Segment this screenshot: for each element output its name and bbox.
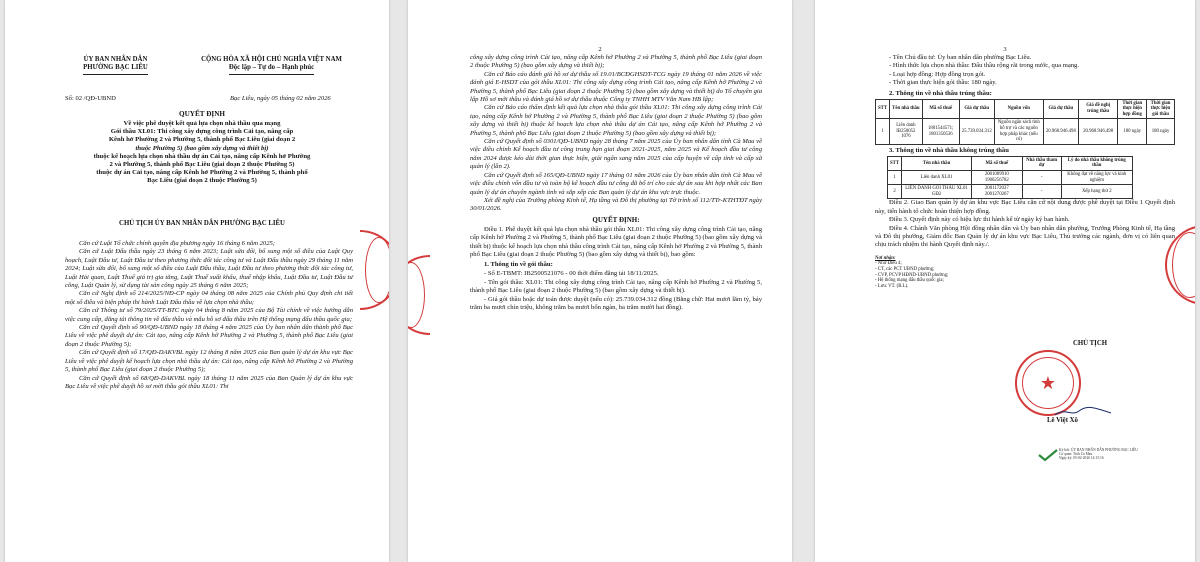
motto-line-2: Độc lập – Tự do – Hạnh phúc (229, 64, 314, 74)
table-cell: 20.968.946.498 (1078, 119, 1118, 144)
column-header: Giá dự thầu (1043, 99, 1078, 119)
column-header: Nguồn vốn (994, 99, 1043, 119)
table-row (876, 119, 1175, 144)
esign-line: Ký bởi: ỦY BAN NHÂN DÂN PHƯỜNG BẠC LIÊU (1059, 448, 1138, 452)
column-header: Giá đề nghị trúng thầu (1078, 99, 1118, 119)
losing-bidders-table (887, 156, 1133, 200)
subtitle-line: thuộc Phường 5) (bao gồm xây dựng và thiết bị) (135, 144, 269, 152)
subtitle-line: thuộc kế hoạch lựa chọn nhà thầu dự án Cải tạo, nâng cấp Kênh hở Phường (93, 152, 311, 160)
esign-line: Ngày ký: 05-02-2026 14:15:16 (1059, 456, 1104, 461)
table-cell: Xếp hạng thứ 2 (1061, 185, 1132, 199)
table-cell: 2001089910 1900256782 (971, 170, 1022, 184)
page-number: 2 (598, 46, 602, 53)
issuer-line-1: ỦY BAN NHÂN DÂN (83, 56, 148, 63)
signature-block (1015, 340, 1165, 347)
column-header: Tên nhà thầu (890, 99, 923, 119)
column-header: Thời gian thực hiện gói thầu (1147, 99, 1175, 119)
recipient-item: - CVP, PCVP HĐND-UBND phường; (875, 272, 949, 278)
basis-paragraph: Căn cứ Báo cáo đánh giá hồ sơ dự thầu số 19.01/BCĐGHSDT-TCG ngày 19 tháng 01 năm 2026 về việc đánh giá E-HSDT của gói thầu XL01: Thi công xây dựng công trình Cải tạo, nâng cấp Kênh hở Phường 2 và Phường 5, thành phố Bạc Liêu (giai đoạn 2 thuộc Phường 5) (bao gồm xây dựng và thiết bị) do Tổ chuyên gia lập Hồ sơ mời thầu và đánh giá hồ sơ dự thầu thuộc Công ty TNHH MTV Văn Nam HB lập; (470, 70, 762, 104)
subtitle-line: Về việc phê duyệt kết quả lựa chọn nhà thầu qua mạng (123, 120, 281, 127)
issuer-line-2: PHƯỜNG BẠC LIÊU (83, 64, 148, 74)
document-subtitle (45, 120, 359, 186)
document-page-3 (815, 0, 1195, 562)
article-1: Điều 1. Phê duyệt kết quả lựa chọn nhà thầu gói thầu XL01: Thi công xây dựng công trình Cải tạo, nâng cấp Kênh hở Phường 2 và Phường 5, thành phố Bạc Liêu (giai đoạn 2 thuộc Phường 5) (bao gồm xây dựng và thiết bị) thuộc kế hoạch lựa chọn nhà thầu công trình Cải tạo, nâng cấp Kênh hở Phường 2 và Phường 5, thành phố Bạc Liêu (giai đoạn 2 thuộc Phường 5) (bao gồm xây dựng và thiết bị), bao gồm: (470, 225, 762, 258)
basis-paragraph: Căn cứ Báo cáo thẩm định kết quả lựa chọn nhà thầu gói thầu XL01: Thi công xây dựng công trình Cải tạo, nâng cấp Kênh hở Phường 2 và Phường 5, thành phố Bạc Liêu (giai đoạn 2 thuộc Phường 5) (bao gồm xây dựng và thiết bị) thuộc kế hoạch lựa chọn nhà thầu dự án Cải tạo, nâng cấp Kênh hở Phường 2 và Phường 5, thành phố Bạc Liêu (giai đoạn 2 thuộc Phường 5) (bao gồm xây dựng và thiết bị); (470, 104, 762, 137)
basis-paragraph: Căn cứ Nghị định số 214/2025/NĐ-CP ngày 04 tháng 08 năm 2025 của Chính phủ Quy định chi tiết một số điều và biện pháp thi hành Luật Đấu thầu về lựa chọn nhà thầu; (65, 290, 353, 306)
esign-line: Cơ quan: Tỉnh Cà Mau (1059, 452, 1093, 457)
motto-line-1: CỘNG HÒA XÃ HỘI CHỦ NGHĨA VIỆT NAM (201, 56, 342, 63)
page-2-body (470, 54, 762, 312)
package-info-line: - Số E-TBMT: IB2500521076 - 00 thời điểm đăng tải 18/11/2025. (484, 270, 659, 278)
table-cell: 25.739.034.312 (959, 119, 994, 144)
section-package-info: 1. Thông tin về gói thầu: (484, 261, 553, 269)
table-cell: - (1022, 185, 1061, 199)
recipient-item: - Hệ thống mạng đấu thầu quốc gia; (875, 278, 944, 284)
column-header: Tên nhà thầu (902, 156, 972, 170)
document-number: Số: 02 /QĐ-UBND (65, 95, 116, 102)
basis-paragraph: Căn cứ Quyết định số 17/QĐ-DAKVBL ngày 12 tháng 8 năm 2025 của Ban quản lý dự án khu vực Bạc Liêu về việc phê duyệt kế hoạch lựa chọn nhà thầu dự án: Cải tạo, nâng cấp Kênh hở Phường 2 và Phường 5, thành phố Bạc Liêu (giai đoạn 2 thuộc Phường 5); (65, 349, 353, 374)
winning-bidder-table (875, 99, 1175, 145)
package-info-line: - Giá gói thầu hoặc dự toán được duyệt (nếu có): 25.739.034.312 đồng (Bằng chữ: Hai mươi lăm tỷ, bảy trăm ba mươi chín triệu, không trăm ba mươi bốn ngàn, ba trăm mười hai đồng). (470, 295, 762, 311)
column-header: Thời gian thực hiện hợp đồng (1118, 99, 1147, 119)
basis-paragraph: công xây dựng công trình Cải tạo, nâng cấp Kênh hở Phường 2 và Phường 5, thành phố Bạc Liêu (giai đoạn 2 thuộc Phường 5) (bao gồm xây dựng và thiết bị); (470, 54, 762, 70)
signer-title: CHỦ TỊCH (1072, 340, 1108, 347)
signer-name: Lê Việt Xô (1047, 417, 1078, 424)
page-number: 3 (1003, 46, 1007, 53)
subtitle-line: thuộc dự án Cải tạo, nâng cấp Kênh hở Phường 2 và Phường 5, thành phố (96, 169, 308, 177)
basis-paragraph: Căn cứ Thông tư số 79/2025/TT-BTC ngày 04 tháng 8 năm 2025 của Bộ Tài chính về việc hướng dẫn việc cung cấp, đăng tải thông tin về đấu thầu và mẫu hồ sơ đấu thầu trên Hệ thống mạng đấu thầu quốc gia; (65, 307, 353, 323)
article-3: Điều 3. Quyết định này có hiệu lực thi hành kể từ ngày ký ban hành. (889, 216, 1070, 224)
column-header: Lý do nhà thầu không trúng thầu (1061, 156, 1132, 170)
package-info-line: - Hình thức lựa chọn nhà thầu: Đấu thầu rộng rãi trong nước, qua mạng. (889, 62, 1079, 70)
basis-paragraph: Căn cứ Quyết định số 90/QĐ-UBND ngày 18 tháng 4 năm 2025 của Ủy ban nhân dân thành phố Bạc Liêu về việc phê duyệt dự án: Cải tạo, nâng cấp Kênh hở Phường 2 và Phường 5, thành phố Bạc Liêu (giai đoạn 2 thuộc Phường 5); (65, 324, 353, 348)
table-header-row (888, 156, 1133, 170)
section-winning-bidder: 2. Thông tin về nhà thầu trúng thầu: (889, 89, 992, 97)
document-header (57, 56, 369, 75)
legal-basis (65, 240, 353, 391)
table-row (888, 185, 1133, 199)
seal-star-icon: ★ (1039, 372, 1057, 393)
red-seal-partial-icon (360, 230, 389, 310)
digital-signature-stamp (1037, 448, 1177, 462)
basis-paragraph: Căn cứ Quyết định số 165/QĐ-UBND ngày 17 tháng 01 năm 2026 của Ủy ban nhân dân tỉnh Cà Mau về việc điều chỉnh vốn đầu tư và toàn bộ kế hoạch đầu tư công đã bố trí cho các dự án sau khi hợp nhất các Ban quản lý dự án chuyên ngành tỉnh và sắp xếp các Ban quản lý dự án khu vực trực thuộc. (470, 171, 762, 196)
basis-paragraph: Căn cứ Luật Đấu thầu ngày 23 tháng 6 năm 2023; Luật sửa đổi, bổ sung một số điều của Luật Quy hoạch, Luật Đầu tư, Luật Đầu tư theo phương thức đối tác công tư và Luật Đấu thầu ngày 29 tháng 11 năm 2024; Luật sửa đổi, bổ sung một số điều của Luật Đấu thầu, Luật Đầu tư theo phương thức đối tác công tư, Luật Hải quan, Luật Thuế giá trị gia tăng, Luật Thuế xuất khẩu, thuế nhập khẩu, Luật Đầu tư, Luật Đầu tư công, Luật Quản lý, sử dụng tài sản công ngày 25 tháng 6 năm 2025; (65, 248, 353, 290)
subtitle-line: Bạc Liêu (giai đoạn 2 thuộc Phường 5) (147, 177, 257, 185)
basis-paragraph: Căn cứ Quyết định số 0301/QĐ-UBND ngày 28 tháng 7 năm 2025 của Ủy ban nhân dân tỉnh Cà Mau về việc điều chỉnh Kế hoạch đầu tư công trung hạn giai đoạn 2021-2025, năm 2025 và Kế hoạch đầu tư công năm 2024 được kéo dài thời gian thực hiện, giải ngân sang năm 2025 của cấp huyện về cấp tỉnh và cấp xã quản lý (lần 2). (470, 138, 762, 171)
basis-paragraph: Xét đề nghị của Trưởng phòng Kinh tế, Hạ tầng và Đô thị phường tại Tờ trình số 112/TTr-KTHTĐT ngày 30/01/2026. (470, 196, 762, 213)
document-page-1 (5, 0, 389, 562)
recipient-item: - Như Điều 4; (875, 261, 902, 267)
article-4: Điều 4. Chánh Văn phòng Hội đồng nhân dân và Ủy ban nhân dân phường, Trưởng Phòng Kinh tế, Hạ tầng và Đô thị phường, Giám đốc Ban Quản lý dự án khu vực Bạc Liêu, Thủ trưởng các ngành, đơn vị có liên quan chịu trách nhiệm thi hành Quyết định này./. (875, 224, 1175, 249)
column-header: Nhà thầu tham dự (1022, 156, 1061, 170)
issuer-block (57, 56, 174, 75)
document-date: Bạc Liêu, ngày 05 tháng 02 năm 2026 (230, 95, 331, 102)
table-cell: 1801544571; 1801350536 (922, 119, 959, 144)
table-cell: Không đạt về năng lực và kinh nghiệm (1061, 170, 1132, 184)
decision-heading: QUYẾT ĐỊNH: (592, 215, 640, 224)
table-cell: 180 ngày (1118, 119, 1147, 144)
column-header: Mã số thuế (971, 156, 1022, 170)
table-cell: - (1022, 170, 1061, 184)
column-header: STT (888, 156, 902, 170)
column-header: Giá dự thầu (959, 99, 994, 119)
recipients-list (875, 256, 1005, 290)
page-3-body (875, 54, 1175, 289)
table-cell: Nguồn ngân sách tỉnh hỗ trợ và các nguồn hợp pháp khác (nếu có) (994, 119, 1043, 144)
subtitle-line: Kênh hở Phường 2 và Phường 5, thành phố Bạc Liêu (giai đoạn 2 (108, 136, 296, 144)
basis-paragraph: Căn cứ Luật Tổ chức chính quyền địa phương ngày 16 tháng 6 năm 2025; (79, 240, 275, 247)
article-2: Điều 2. Giao Ban quản lý dự án khu vực Bạc Liêu căn cứ nội dung được phê duyệt tại Điều 1 Quyết định này, tiến hành tổ chức hoàn thiện hợp đồng. (875, 199, 1175, 215)
document-title: QUYẾT ĐỊNH (179, 110, 225, 118)
authority-heading: CHỦ TỊCH ỦY BAN NHÂN DÂN PHƯỜNG BẠC LIÊU (119, 220, 285, 227)
package-info-line: - Tên Chủ đầu tư: Ủy ban nhân dân phường Bạc Liêu. (889, 54, 1032, 61)
recipients-heading: Nơi nhận: (875, 255, 896, 261)
table-cell: 1 (888, 170, 902, 184)
recipient-item: - Lưu: VT. (B.L). (875, 283, 909, 289)
table-cell: 180 ngày (1147, 119, 1175, 144)
red-seal-partial-icon (408, 255, 430, 335)
table-cell: 2 (888, 185, 902, 199)
table-cell: Liên danh XL01 (902, 170, 972, 184)
package-info-line: - Loại hợp đồng: Hợp đồng trọn gói. (889, 70, 986, 78)
checkmark-icon (1037, 448, 1059, 462)
subtitle-line: Gói thầu XL01: Thi công xây dựng công trình Cải tạo, nâng cấp (110, 128, 294, 136)
package-info-line: - Tên gói thầu: XL01: Thi công xây dựng công trình Cải tạo, nâng cấp Kênh hở Phường 2 và Phường 5, thành phố Bạc Liêu (giai đoạn 2 thuộc Phường 5) (bao gồm xây dựng và thiết bị). (470, 278, 762, 295)
recipient-item: - CT, các PCT UBND phường; (875, 266, 935, 272)
package-info-line: - Thời gian thực hiện gói thầu: 180 ngày. (889, 79, 997, 87)
table-cell: 1 (876, 119, 890, 144)
section-losing-bidders: 3. Thông tin về nhà thầu không trúng thầu (889, 146, 1009, 154)
document-page-2 (408, 0, 792, 562)
national-motto (174, 56, 369, 75)
table-row (888, 170, 1133, 184)
table-header-row (876, 99, 1175, 119)
subtitle-line: 2 và Phường 5, thành phố Bạc Liêu (giai đoạn 2 thuộc Phường 5) (109, 161, 295, 169)
basis-paragraph: Căn cứ Quyết định số 68/QĐ-DAKVBL ngày 18 tháng 11 năm 2025 của Ban Quản lý dự án khu vực Bạc Liêu về việc phê duyệt hồ sơ mời thầu gói thầu XL01: Thi (65, 374, 353, 390)
table-cell: 20.968.946.498 (1043, 119, 1078, 144)
table-cell: LIÊN DANH GÓI THẦU XL01 GĐ2 (902, 185, 972, 199)
table-cell: Liên danh IB250052 1076 (890, 119, 923, 144)
column-header: Mã số thuế (922, 99, 959, 119)
column-header: STT (876, 99, 890, 119)
document-title-block (45, 110, 359, 186)
table-cell: 2001172037 2001270267 (971, 185, 1022, 199)
